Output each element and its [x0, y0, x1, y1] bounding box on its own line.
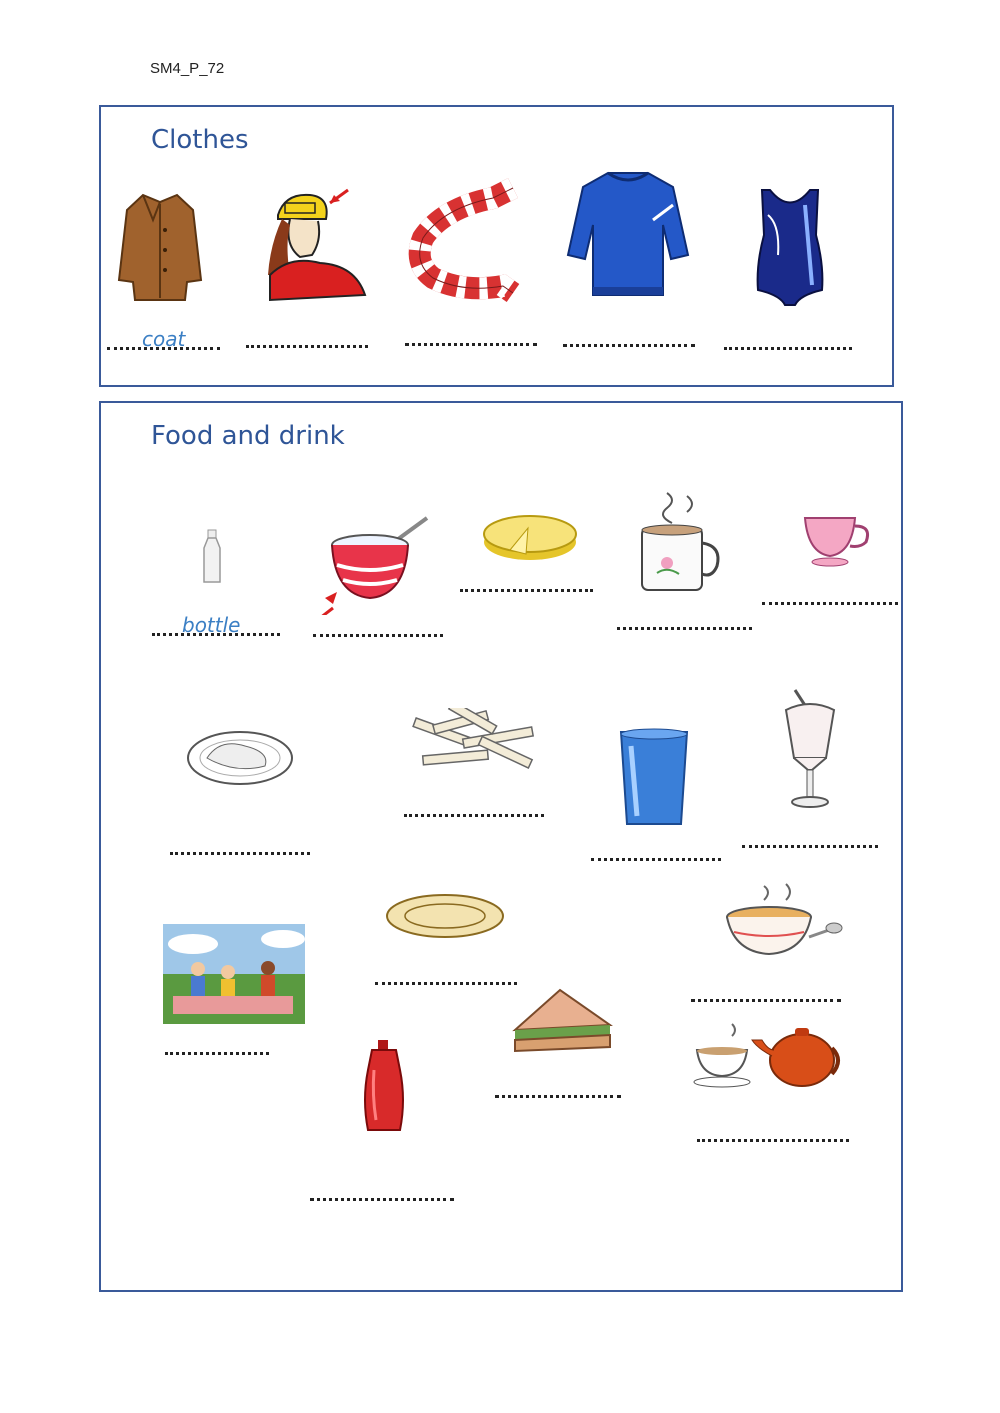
- cereal-bowl-icon: [315, 510, 435, 615]
- page-code: SM4_P_72: [150, 60, 225, 77]
- answer-line[interactable]: [495, 1095, 621, 1098]
- food-title: Food and drink: [151, 421, 345, 451]
- cheese-icon: [480, 510, 580, 565]
- picnic-icon: [163, 924, 305, 1024]
- answer-line[interactable]: [563, 344, 695, 347]
- answer-line[interactable]: [742, 845, 878, 848]
- mug-icon: [637, 488, 727, 596]
- answer-line[interactable]: [405, 343, 537, 346]
- answer-text: coat: [142, 327, 186, 351]
- answer-text: bottle: [182, 613, 241, 637]
- sandwich-icon: [510, 985, 616, 1055]
- swimsuit-icon: [750, 185, 830, 310]
- bottle-icon: [198, 528, 226, 586]
- answer-line[interactable]: [165, 1052, 269, 1055]
- scarf-icon: [403, 178, 533, 303]
- chips-icon: [408, 708, 543, 778]
- ketchup-icon: [360, 1040, 408, 1138]
- answer-line[interactable]: [617, 627, 752, 630]
- teacup-icon: [800, 508, 875, 568]
- answer-line[interactable]: [724, 347, 852, 350]
- answer-line[interactable]: [246, 345, 368, 348]
- meal-plate-icon: [185, 728, 295, 786]
- answer-line[interactable]: [460, 589, 593, 592]
- helmet-icon: [260, 185, 370, 305]
- coat-icon: [115, 190, 205, 305]
- answer-line[interactable]: [170, 852, 310, 855]
- answer-line[interactable]: [313, 634, 443, 637]
- glass-icon: [617, 726, 691, 830]
- answer-line[interactable]: [591, 858, 721, 861]
- teapot-icon: [692, 1020, 842, 1092]
- milkshake-icon: [780, 688, 840, 813]
- soup-bowl-icon: [724, 882, 846, 957]
- answer-line[interactable]: [310, 1198, 454, 1201]
- sweater-icon: [563, 165, 693, 305]
- answer-line[interactable]: [375, 982, 517, 985]
- plate-icon: [385, 892, 505, 940]
- answer-line[interactable]: [697, 1139, 849, 1142]
- answer-line[interactable]: [404, 814, 544, 817]
- answer-line[interactable]: [762, 602, 898, 605]
- answer-line[interactable]: [691, 999, 841, 1002]
- clothes-title: Clothes: [151, 125, 249, 155]
